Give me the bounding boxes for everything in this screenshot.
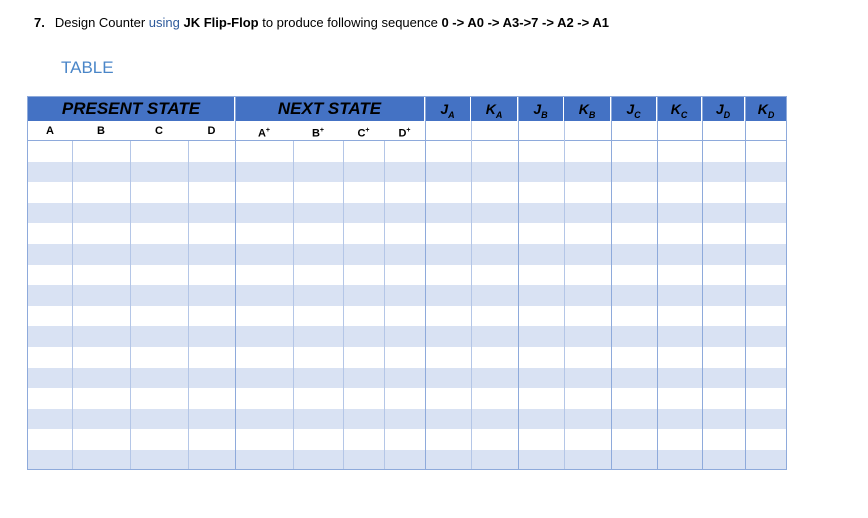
table-row [28,265,786,286]
header-kc-sub: C [680,109,688,120]
header-next-state: NEXT STATE [235,97,425,121]
header-jd-sub: D [723,109,731,120]
header-kd-sub: D [767,109,775,120]
header-ja [425,97,471,121]
column-divider [188,141,189,469]
question-sequence: 0 -> A0 -> A3->7 -> A2 -> A1 [441,15,609,30]
header-kd-label: K [757,101,768,117]
table-row [28,306,786,327]
col-a-next-label: A [257,127,266,140]
header-jc [611,97,657,121]
header-jc-sub: C [634,109,641,120]
column-divider [702,97,703,469]
header-jb [518,97,564,121]
column-divider [235,97,236,469]
table-row [28,347,786,368]
header-ja-sub: A [448,109,455,120]
question-flipflop: JK Flip-Flop [183,15,259,30]
header-jc-label: J [626,101,635,117]
col-a-next-sup: + [265,127,271,134]
col-c-next-label: C [357,127,366,140]
header-kd [745,97,787,121]
table-row [28,326,786,347]
col-a: A [46,125,54,137]
header-ka [471,97,518,121]
column-divider [425,97,426,469]
table-header-groups [28,97,786,121]
header-ka-sub: A [495,109,503,120]
header-kc-label: K [670,101,681,117]
table-row [28,450,786,470]
col-c-next [343,121,384,141]
question-text-before: Design Counter [54,15,149,30]
header-ka-label: K [485,101,496,117]
column-divider [611,97,612,469]
col-d-next-label: D [398,127,407,140]
question-number: 7. [34,15,45,30]
header-jb-label: J [533,101,542,117]
column-divider [657,97,658,469]
table-row [28,162,786,183]
table-row [28,223,786,244]
col-b-next [293,121,343,141]
col-d-next-sup: + [406,127,411,134]
col-d-next [384,121,425,141]
header-kb [564,97,611,121]
column-divider [518,97,519,469]
table-row [28,285,786,306]
state-table [27,96,787,470]
column-divider [130,141,131,469]
header-jd [702,97,745,121]
table-row [28,409,786,430]
col-b-next-sup: + [319,127,325,134]
col-b-next-label: B [311,127,320,140]
table-row [28,203,786,224]
table-row [28,388,786,409]
header-present-state: PRESENT STATE [28,97,235,121]
question-text-after: to produce following sequence [258,15,442,30]
table-row [28,429,786,450]
column-divider [745,97,746,469]
table-row [28,368,786,389]
header-ja-label: J [440,101,449,117]
col-b: B [97,125,105,137]
column-divider [72,141,73,469]
header-kc [657,97,702,121]
header-jd-label: J [715,101,724,117]
question-text-using: using [148,15,184,30]
header-kb-sub: B [588,109,596,120]
col-c: C [155,125,163,137]
column-divider [293,141,294,469]
table-caption: TABLE [61,58,114,77]
col-d: D [207,125,216,137]
column-divider [471,121,472,469]
header-jb-sub: B [541,109,548,120]
column-divider [343,141,344,469]
question-text [34,15,609,30]
column-divider [564,121,565,469]
col-a-next [235,121,293,141]
col-c-next-sup: + [365,127,370,134]
column-divider [384,141,385,469]
table-row [28,182,786,203]
table-row [28,244,786,265]
header-kb-label: K [578,101,589,117]
table-column-headers [28,121,786,141]
table-row [28,141,786,162]
